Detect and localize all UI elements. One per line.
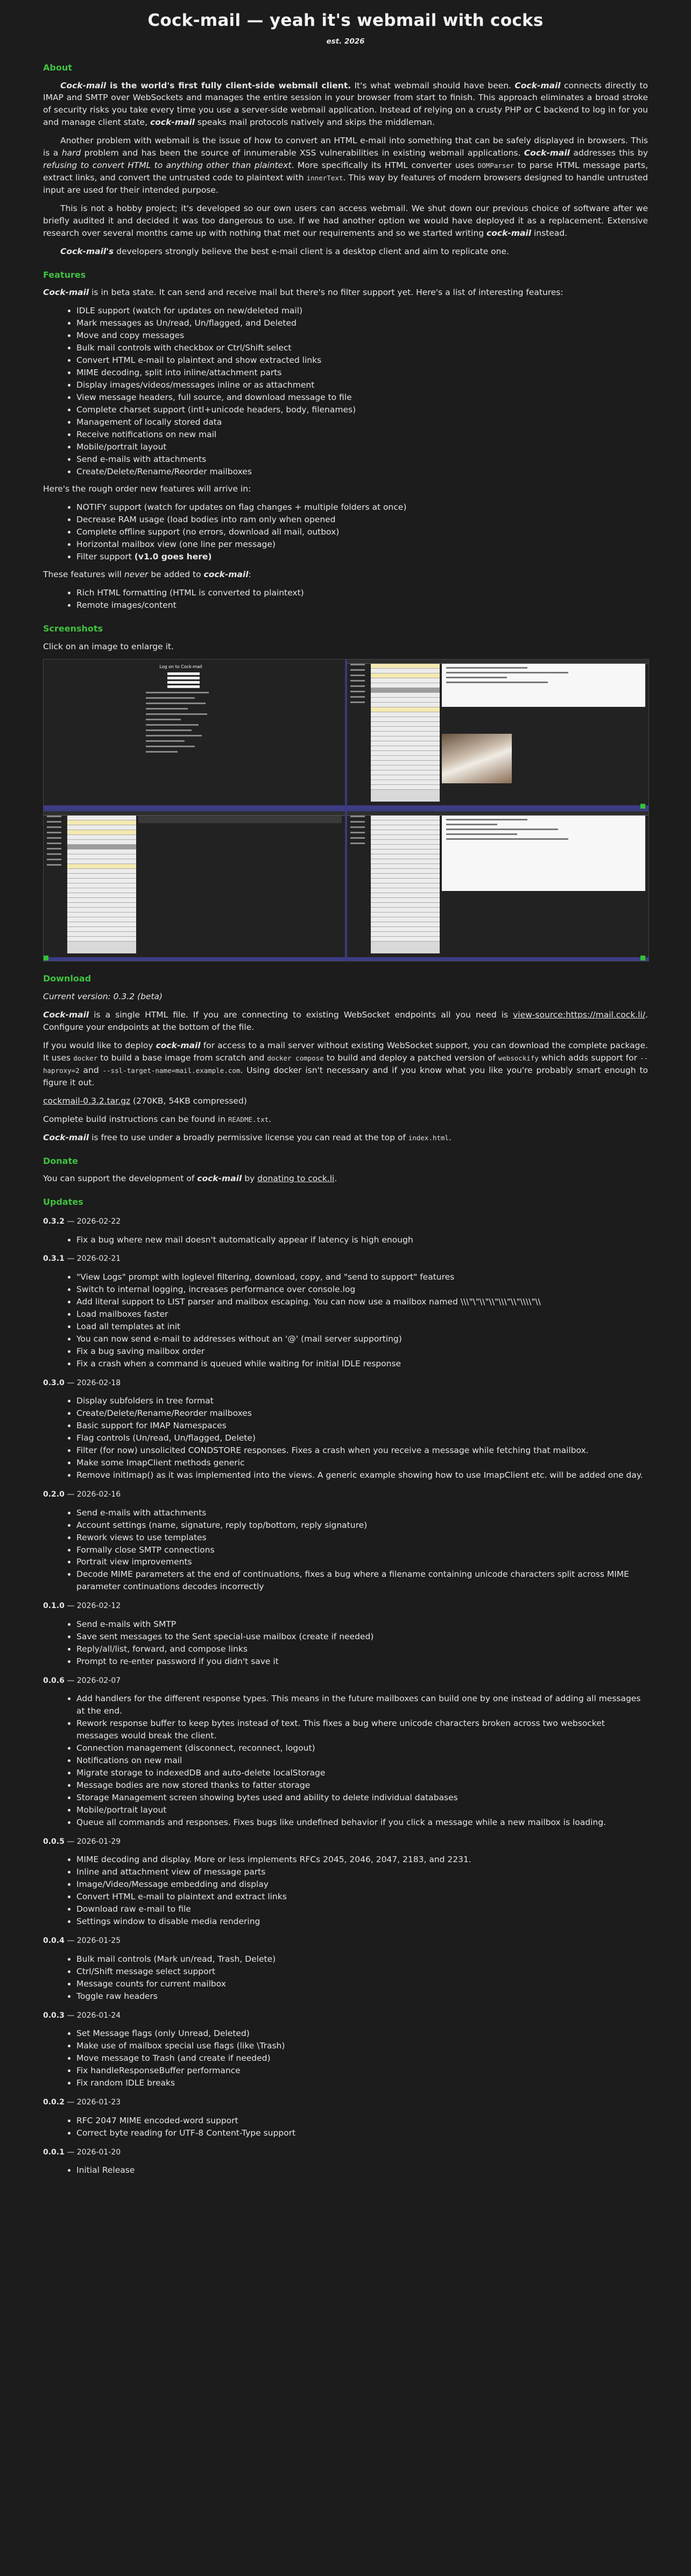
- text: :: [248, 570, 251, 580]
- release-notes: [43, 2027, 648, 2089]
- current-version: [43, 991, 648, 1003]
- list-item: • Toggle raw headers: [76, 1990, 648, 2003]
- photo-preview: [442, 734, 512, 783]
- list-item: • MIME decoding and display. More or less implements RFCs 2045, 2046, 2047, 2183, and 2231.: [76, 1854, 648, 1866]
- brand-name: Cock-mail: [43, 287, 89, 298]
- donate-link[interactable]: donating to cock.li: [257, 1174, 335, 1184]
- list-item: • View message headers, full source, and download message to file: [76, 391, 648, 404]
- list-item: • Bulk mail controls with checkbox or Ctrl/Shift select: [76, 342, 648, 354]
- list-item: • Set Message flags (only Unread, Deleted): [76, 2027, 648, 2040]
- text: addresses this by: [570, 148, 648, 158]
- list-item: • Receive notifications on new mail: [76, 429, 648, 441]
- release-date: — 2026-01-24: [64, 2011, 121, 2020]
- list-item: • Initial Release: [76, 2164, 648, 2177]
- code-docker: docker: [73, 1054, 98, 1062]
- text: .: [448, 1132, 452, 1142]
- list-item: • Add literal support to LIST parser and mailbox escaping. You can now use a mailbox named \\\"\"\\"\\"\\\"\\"\\\\"\\: [76, 1296, 648, 1308]
- list-item: • You can now send e-mail to addresses without an '@' (mail server supporting): [76, 1333, 648, 1345]
- features-list: [43, 305, 648, 478]
- features-intro: [43, 286, 648, 299]
- list-item: • Load all templates at init: [76, 1321, 648, 1333]
- list-item: • Inline and attachment view of message parts: [76, 1866, 648, 1878]
- list-item: • Rework response buffer to keep bytes instead of text. This fixes a bug where unicode characters broken across two websocket messages would break the client.: [76, 1717, 648, 1742]
- code-readme: README.txt: [228, 1115, 269, 1124]
- release-date: — 2026-02-12: [64, 1602, 121, 1611]
- brand-name: cock-mail: [203, 570, 249, 580]
- release-notes: [43, 1234, 648, 1246]
- list-item: • Horizontal mailbox view (one line per message): [76, 538, 648, 551]
- list-item: • Display subfolders in tree format: [76, 1395, 648, 1407]
- release-date: — 2026-01-25: [64, 1936, 121, 1946]
- features-heading: Features: [43, 269, 86, 280]
- release-version: 0.3.2: [43, 1217, 65, 1226]
- list-item: • Management of locally stored data: [76, 416, 648, 429]
- brand-name: Cock-mail: [524, 148, 570, 158]
- release-header: [43, 2147, 648, 2158]
- screenshot-mailbox-list[interactable]: [44, 811, 345, 961]
- text: which adds support for: [538, 1052, 640, 1063]
- text: .: [334, 1174, 337, 1184]
- about-paragraph-2: [43, 135, 648, 196]
- list-item: • Add handlers for the different response types. This means in the future mailboxes can build one by one instead of adding all messages at the end.: [76, 1693, 648, 1717]
- release-notes: [43, 1395, 648, 1482]
- screenshot-message-view[interactable]: [347, 811, 648, 961]
- list-item: • NOTIFY support (watch for updates on flag changes + multiple folders at once): [76, 501, 648, 514]
- updates-list: [43, 1216, 648, 2177]
- list-item: • Flag controls (Un/read, Un/flagged, Delete): [76, 1432, 648, 1444]
- list-item: • Create/Delete/Rename/Reorder mailboxes: [76, 1407, 648, 1420]
- release-version: 0.1.0: [43, 1602, 65, 1611]
- list-item: • Mobile/portrait layout: [76, 1804, 648, 1816]
- release-header: [43, 2010, 648, 2022]
- list-item: • Account settings (name, signature, reply top/bottom, reply signature): [76, 1519, 648, 1532]
- code-websockify: websockify: [498, 1054, 539, 1062]
- brand-name: cock-mail: [486, 228, 532, 238]
- text: is free to use under a broadly permissive license you can read at the top of: [89, 1132, 408, 1142]
- screenshot-inbox-image[interactable]: [347, 659, 648, 809]
- code-docker-compose: docker compose: [267, 1054, 324, 1062]
- code-index-html: index.html: [408, 1133, 449, 1142]
- list-item: • Remote images/content: [76, 599, 648, 612]
- list-item: • Basic support for IMAP Namespaces: [76, 1420, 648, 1432]
- code-ssl-target: --ssl-target-name=mail.example.com: [102, 1066, 241, 1075]
- list-item: • Fix a crash when a command is queued while waiting for initial IDLE response: [76, 1358, 648, 1370]
- list-item: • Notifications on new mail: [76, 1754, 648, 1767]
- download-tarball-link[interactable]: cockmail-0.3.2.tar.gz: [43, 1096, 131, 1106]
- release-version: 0.0.4: [43, 1936, 65, 1946]
- list-item: • Portrait view improvements: [76, 1556, 648, 1568]
- emphasis: never: [124, 570, 149, 580]
- list-item: • Formally close SMTP connections: [76, 1544, 648, 1556]
- text: by: [242, 1174, 258, 1184]
- list-item: • Migrate storage to indexedDB and auto-delete localStorage: [76, 1767, 648, 1779]
- release-header: [43, 1601, 648, 1612]
- release-header: [43, 1216, 648, 1227]
- screenshots-heading: Screenshots: [43, 623, 103, 634]
- emphasis: hard: [61, 148, 81, 158]
- release-notes: [43, 2164, 648, 2177]
- text: This is not a hobby project; it's developed so our own users can access webmail. We shut down our previous choice of software after we briefly audited it and decided it was too dangerous to use. If we had another option we would have deployed it as a replacement. Extensive research over several months came up with nothing that met our requirements and so we started writing: [43, 203, 648, 238]
- release-date: — 2026-01-23: [64, 2097, 121, 2107]
- list-item: • "View Logs" prompt with loglevel filtering, download, copy, and "send to support" features: [76, 1271, 648, 1283]
- text: . More specifically its HTML converter uses: [291, 160, 478, 171]
- text: for access to a mail server without existing WebSocket support, you can download the complete package. It uses: [43, 1040, 648, 1063]
- release-notes: [43, 1271, 648, 1370]
- screenshots-instruction: Click on an image to enlarge it.: [43, 641, 174, 651]
- list-item: • Create/Delete/Rename/Reorder mailboxes: [76, 466, 648, 478]
- about-paragraph-1: [43, 80, 648, 129]
- list-item: • Decrease RAM usage (load bodies into ram only when opened: [76, 514, 648, 526]
- text: Another problem with webmail is the issue of how to convert an HTML e-mail into something that can be safely displayed in browsers. This is a: [43, 136, 648, 158]
- list-item: • Send e-mails with attachments: [76, 1507, 648, 1519]
- list-item: • Storage Management screen showing bytes used and ability to delete individual databases: [76, 1792, 648, 1804]
- text: developers strongly believe the best e-mail client is a desktop client and aim to replicate one.: [114, 246, 509, 256]
- roadmap-list: [43, 501, 648, 563]
- release-date: — 2026-02-18: [64, 1378, 121, 1387]
- list-item: • Connection management (disconnect, reconnect, logout): [76, 1742, 648, 1754]
- build-instructions: [43, 1113, 648, 1126]
- text: connects directly to IMAP and SMTP over WebSockets and manages the entire session in your browser from start to finish. This approach eliminates a broad stroke of security risks you take every time you use a server-side webmail application. Instead of relying on a crusty PHP or C backend to log in for you and manage client state,: [43, 80, 648, 128]
- list-item: • Filter (for now) unsolicited CONDSTORE responses. Fixes a crash when you receive a message while fetching that mailbox.: [76, 1444, 648, 1457]
- list-item: • Image/Video/Message embedding and display: [76, 1878, 648, 1891]
- list-item: • Rich HTML formatting (HTML is converted to plaintext): [76, 587, 648, 599]
- release-notes: [43, 1618, 648, 1668]
- release-date: — 2026-02-21: [64, 1254, 121, 1264]
- list-item: • Settings window to disable media rendering: [76, 1915, 648, 1928]
- text: Filter support: [76, 552, 135, 562]
- text: . Configure your endpoints at the bottom of the file.: [43, 1010, 648, 1033]
- text: It's what webmail should have been.: [351, 80, 515, 90]
- list-item: • Convert HTML e-mail to plaintext and show extracted links: [76, 354, 648, 367]
- list-item: • IDLE support (watch for updates on new/deleted mail): [76, 305, 648, 317]
- list-item: • Fix handleResponseBuffer performance: [76, 2065, 648, 2077]
- v1-label: (v1.0 goes here): [134, 552, 212, 562]
- release-header: [43, 1378, 648, 1389]
- list-item: • Fix random IDLE breaks: [76, 2077, 648, 2089]
- text: You can support the development of: [43, 1174, 198, 1184]
- list-item: [76, 551, 648, 563]
- emphasis: refusing to convert HTML to anything other than plaintext: [43, 160, 292, 171]
- release-notes: [43, 1854, 648, 1928]
- text: be added to: [148, 570, 204, 580]
- never-list: [43, 587, 648, 612]
- text: These features will: [43, 570, 124, 580]
- brand-name: cock-mail: [197, 1174, 242, 1184]
- list-item: • Download raw e-mail to file: [76, 1903, 648, 1915]
- release-header: [43, 2097, 648, 2108]
- text: Complete build instructions can be found in: [43, 1114, 228, 1124]
- list-item: • Bulk mail controls (Mark un/read, Trash, Delete): [76, 1953, 648, 1966]
- text: . Using docker isn't necessary and if you know what you like you're probably smart enough to figure it out.: [43, 1065, 648, 1087]
- code-haproxy: --haproxy=2: [43, 1054, 648, 1075]
- release-date: — 2026-02-16: [64, 1490, 121, 1499]
- list-item: • Complete charset support (intl+unicode headers, body, filenames): [76, 404, 648, 416]
- text: to build and deploy a patched version of: [323, 1052, 498, 1063]
- release-notes: [43, 1693, 648, 1828]
- release-date: — 2026-01-20: [64, 2147, 121, 2157]
- view-source-link[interactable]: view-source:https://mail.cock.li/: [513, 1010, 646, 1020]
- brand-name: Cock-mail: [43, 1132, 89, 1142]
- brand-name: Cock-mail's: [60, 246, 114, 256]
- list-item: • Rework views to use templates: [76, 1532, 648, 1544]
- never-intro: [43, 568, 648, 581]
- list-item: • Complete offline support (no errors, download all mail, outbox): [76, 526, 648, 538]
- text: instead.: [531, 228, 568, 238]
- list-item: • Correct byte reading for UTF-8 Content-Type support: [76, 2127, 648, 2139]
- release-header: [43, 1675, 648, 1687]
- about-heading: About: [43, 62, 72, 73]
- text: and: [79, 1065, 103, 1075]
- text: to build a base image from scratch and: [97, 1052, 267, 1063]
- text: If you would like to deploy: [43, 1040, 156, 1050]
- list-item: • Display images/videos/messages inline or as attachment: [76, 379, 648, 391]
- list-item: • Make use of mailbox special use flags (like \Trash): [76, 2040, 648, 2052]
- release-date: — 2026-01-29: [64, 1837, 121, 1846]
- release-header: [43, 1489, 648, 1500]
- code-domparser: DOMParser: [477, 162, 514, 170]
- list-item: • Move and copy messages: [76, 329, 648, 342]
- list-item: • Send e-mails with attachments: [76, 453, 648, 466]
- donate-heading: Donate: [43, 1155, 78, 1166]
- screenshot-gallery: [43, 659, 649, 961]
- about-paragraph-3: [43, 202, 648, 240]
- screenshot-login[interactable]: [44, 659, 345, 809]
- donate-text: [43, 1173, 648, 1185]
- list-item: • Switch to internal logging, increases performance over console.log: [76, 1283, 648, 1296]
- release-version: 0.0.5: [43, 1837, 65, 1846]
- list-item: • Message bodies are now stored thanks to fatter storage: [76, 1779, 648, 1792]
- text: to parse HTML message parts, extract links, and convert the untrusted code to plaintext with: [43, 160, 648, 183]
- list-item: • RFC 2047 MIME encoded-word support: [76, 2115, 648, 2127]
- brand-name: Cock-mail: [60, 80, 107, 90]
- list-item: • Queue all commands and responses. Fixes bugs like undefined behavior if you click a message while a new mailbox is loading.: [76, 1816, 648, 1829]
- list-item: • Prompt to re-enter password if you didn't save it: [76, 1655, 648, 1668]
- list-item: • Move message to Trash (and create if needed): [76, 2052, 648, 2065]
- download-paragraph-2: [43, 1040, 648, 1089]
- release-date: — 2026-02-22: [64, 1217, 121, 1226]
- list-item: • Reply/all/list, forward, and compose links: [76, 1643, 648, 1655]
- list-item: • Mark messages as Un/read, Un/flagged, and Deleted: [76, 317, 648, 329]
- list-item: • MIME decoding, split into inline/attachment parts: [76, 367, 648, 379]
- release-notes: [43, 2115, 648, 2139]
- roadmap-intro: Here's the rough order new features will arrive in:: [43, 484, 251, 494]
- brand-name: cock-mail: [150, 117, 195, 128]
- login-form-preview: [146, 664, 216, 756]
- version-label: Current version: 0.3.2 (beta): [43, 992, 163, 1002]
- release-version: 0.0.6: [43, 1676, 65, 1685]
- list-item: • Save sent messages to the Sent special-use mailbox (create if needed): [76, 1631, 648, 1643]
- file-size: (270KB, 54KB compressed): [130, 1096, 247, 1106]
- content: [43, 9, 648, 2197]
- list-item: • Load mailboxes faster: [76, 1308, 648, 1321]
- release-notes: [43, 1507, 648, 1594]
- list-item: • Make some ImapClient methods generic: [76, 1457, 648, 1469]
- release-date: — 2026-02-07: [64, 1676, 121, 1685]
- download-file: [43, 1095, 648, 1107]
- release-version: 0.3.1: [43, 1254, 65, 1264]
- list-item: • Message counts for current mailbox: [76, 1978, 648, 1990]
- license-note: [43, 1132, 648, 1144]
- list-item: • Remove initImap() as it was implemented into the views. A generic example showing how to use ImapClient etc. will be added one day.: [76, 1469, 648, 1482]
- release-notes: [43, 1953, 648, 2003]
- text: is a single HTML file. If you are connecting to existing WebSocket endpoints all you need is: [89, 1010, 513, 1020]
- release-header: [43, 1253, 648, 1265]
- list-item: • Mobile/portrait layout: [76, 441, 648, 453]
- brand-name: cock-mail: [156, 1040, 201, 1050]
- text: speaks mail protocols natively and skips the middleman.: [194, 117, 435, 128]
- list-item: • Fix a bug saving mailbox order: [76, 1345, 648, 1358]
- about-lead: is the world's first fully client-side webmail client.: [106, 80, 351, 90]
- list-item: • Send e-mails with SMTP: [76, 1618, 648, 1631]
- release-version: 0.0.2: [43, 2097, 65, 2107]
- established-label: est. 2026: [326, 37, 365, 46]
- list-item: • Decode MIME parameters at the end of continuations, fixes a bug where a filename containing unicode characters split across MIME parameter continuations decodes incorrectly: [76, 1568, 648, 1593]
- release-version: 0.0.3: [43, 2011, 65, 2020]
- release-header: [43, 1935, 648, 1947]
- list-item: • Ctrl/Shift message select support: [76, 1966, 648, 1978]
- release-version: 0.2.0: [43, 1490, 65, 1499]
- brand-name: Cock-mail: [43, 1010, 89, 1020]
- updates-heading: Updates: [43, 1197, 83, 1208]
- release-version: 0.3.0: [43, 1378, 65, 1387]
- about-paragraph-4: [43, 245, 648, 258]
- release-version: 0.0.1: [43, 2147, 65, 2157]
- login-title: Log on to Cock-mail: [159, 664, 202, 670]
- page-title: Cock-mail — yeah it's webmail with cocks: [147, 11, 544, 30]
- brand-name: Cock-mail: [514, 80, 561, 90]
- list-item: • Fix a bug where new mail doesn't automatically appear if latency is high enough: [76, 1234, 648, 1246]
- download-heading: Download: [43, 973, 91, 984]
- text: . This way by features of modern browsers designed to handle untrusted input are used for their intended purpose.: [43, 173, 648, 195]
- code-innertext: innerText: [306, 174, 343, 183]
- text: is in beta state. It can send and receive mail but there's no filter support yet. Here's a list of interesting features:: [89, 287, 563, 298]
- download-paragraph-1: [43, 1009, 648, 1034]
- text: .: [269, 1114, 272, 1124]
- text: problem and has been the source of innumerable XSS vulnerabilities in existing webmail applications.: [81, 148, 524, 158]
- list-item: • Convert HTML e-mail to plaintext and extract links: [76, 1891, 648, 1903]
- release-header: [43, 1836, 648, 1848]
